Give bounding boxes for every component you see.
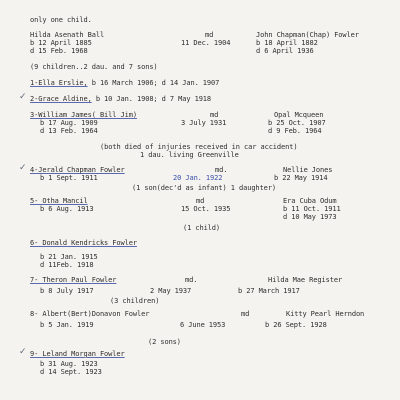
child-7-note: (3 children): [110, 297, 160, 305]
child-4-note: (1 son(dec'd as infant) 1 daughter): [132, 184, 277, 192]
parents-md: md: [205, 31, 214, 39]
child-3-death: d 13 Feb. 1964: [40, 127, 98, 135]
child-5-spouse-death: d 10 May 1973: [283, 213, 337, 221]
child-4-marriage: 20 Jan. 1922: [173, 174, 223, 182]
child-2-entry: [30, 95, 211, 103]
check-mark-icon: ✓: [19, 347, 27, 357]
child-1-name: 1-Ella Erslie,: [30, 79, 88, 87]
child-1-dates: b 16 March 1906; d 14 Jan. 1907: [87, 79, 220, 87]
check-mark-icon: ✓: [19, 92, 27, 102]
child-5-name: 5- Otha Mancil: [30, 197, 88, 205]
child-6-birth: b 21 Jan. 1915: [40, 253, 98, 261]
child-1-entry: [30, 79, 219, 87]
child-8-note: (2 sons): [148, 338, 181, 346]
child-7-md: md.: [185, 276, 198, 284]
child-5-md: md: [196, 197, 205, 205]
parent-2-birth: b 18 April 1882: [256, 39, 318, 47]
child-7-birth: b 8 July 1917: [40, 287, 94, 295]
child-8-spouse-birth: b 26 Sept. 1928: [265, 321, 327, 329]
child-6-name: 6- Donald Kendricks Fowler: [30, 239, 137, 247]
child-4-md: md.: [215, 166, 228, 174]
parent-1-birth: b 12 April 1885: [30, 39, 92, 47]
intro-text: only one child.: [30, 16, 92, 24]
child-5-note: (1 child): [183, 224, 221, 232]
child-3-spouse: Opal Mcqueen: [274, 111, 324, 119]
child-3-name: 3-William James( Bill Jim): [30, 111, 137, 119]
parent-1-name: Hilda Asenath Ball: [30, 31, 105, 39]
parents-marriage-date: 11 Dec. 1904: [181, 39, 231, 47]
parent-2-death: d 6 April 1936: [256, 47, 314, 55]
child-7-name: 7- Theron Paul Fowler: [30, 276, 117, 284]
child-8-marriage: 6 June 1953: [180, 321, 226, 329]
child-3-marriage: 3 July 1931: [181, 119, 227, 127]
child-3-note-2: 1 dau. living Greenville: [140, 151, 239, 159]
child-2-name: 2-Grace Aldine,: [30, 95, 92, 103]
child-7-spouse: Hilda Mae Register: [268, 276, 343, 284]
child-3-md: md: [210, 111, 219, 119]
child-4-name: 4-Jerald Chapman Fowler: [30, 166, 125, 174]
child-3-note: (both died of injuries received in car accident): [100, 143, 298, 151]
child-5-marriage: 15 Oct. 1935: [181, 205, 231, 213]
child-3-spouse-death: d 9 Feb. 1964: [268, 127, 322, 135]
child-9-birth: b 31 Aug. 1923: [40, 360, 98, 368]
child-9-name: 9- Leland Morgan Fowler: [30, 350, 125, 358]
child-3-spouse-birth: b 25 Oct. 1907: [268, 119, 326, 127]
child-2-dates: b 10 Jan. 1908; d 7 May 1918: [91, 95, 212, 103]
child-8-name: 8- Albert(Bert)Donavon Fowler: [30, 310, 150, 318]
child-5-spouse-birth: b 11 Oct. 1911: [283, 205, 341, 213]
child-8-spouse: Kitty Pearl Herndon: [286, 310, 365, 318]
child-4-spouse-birth: b 22 May 1914: [274, 174, 328, 182]
child-3-birth: b 17 Aug. 1909: [40, 119, 98, 127]
child-5-birth: b 6 Aug. 1913: [40, 205, 94, 213]
parent-2-name: John Chapman(Chap) Fowler: [256, 31, 359, 39]
child-7-spouse-birth: b 27 March 1917: [238, 287, 300, 295]
child-8-md: md: [241, 310, 250, 318]
child-4-birth: b 1 Sept. 1911: [40, 174, 98, 182]
child-4-spouse: Nellie Jones: [283, 166, 333, 174]
child-6-death: d 11Feb. 1918: [40, 261, 94, 269]
check-mark-icon: ✓: [19, 163, 27, 173]
child-7-marriage: 2 May 1937: [150, 287, 192, 295]
child-8-birth: b 5 Jan. 1919: [40, 321, 94, 329]
children-summary: (9 children..2 dau. and 7 sons): [30, 63, 158, 71]
parent-1-death: d 15 Feb. 1968: [30, 47, 88, 55]
child-5-spouse: Era Cuba Odum: [283, 197, 337, 205]
child-9-death: d 14 Sept. 1923: [40, 368, 102, 376]
